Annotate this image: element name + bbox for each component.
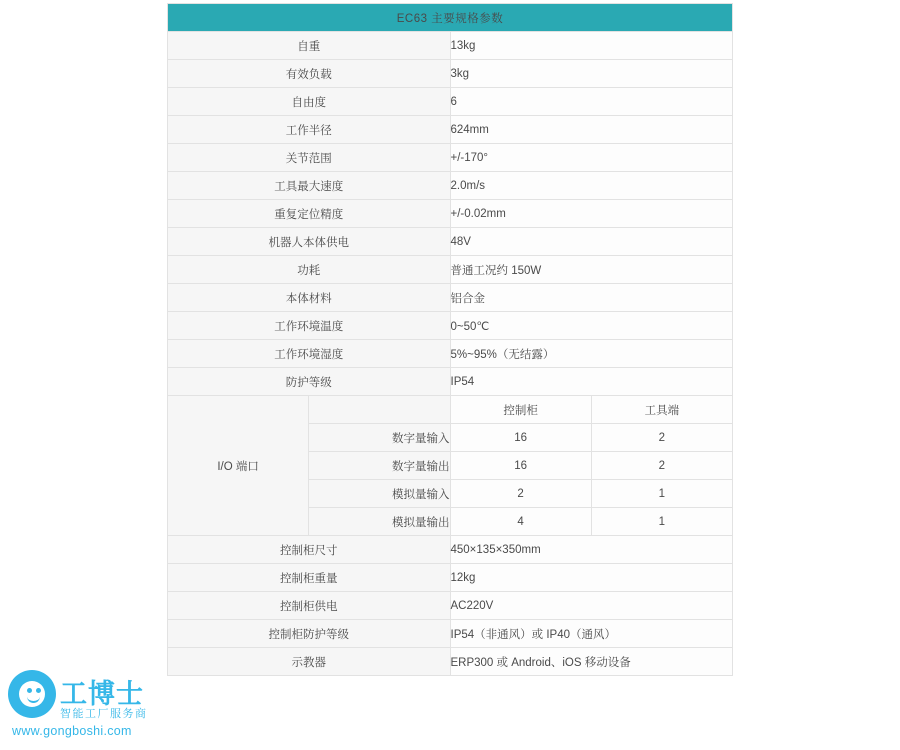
watermark-logo bbox=[8, 668, 168, 742]
row-value: 450×135×350mm bbox=[450, 536, 733, 564]
row-label: 防护等级 bbox=[168, 368, 451, 396]
io-row-label: 数字量输出 bbox=[309, 452, 450, 480]
table-row bbox=[168, 592, 733, 620]
table-row bbox=[168, 200, 733, 228]
row-value: ERP300 或 Android、iOS 移动设备 bbox=[450, 648, 733, 676]
row-value: 普通工况约 150W bbox=[450, 256, 733, 284]
io-row-label: 模拟量输出 bbox=[309, 508, 450, 536]
row-value: IP54（非通风）或 IP40（通风） bbox=[450, 620, 733, 648]
row-value: 48V bbox=[450, 228, 733, 256]
row-value: 2.0m/s bbox=[450, 172, 733, 200]
table-row bbox=[168, 368, 733, 396]
io-cabinet-value: 16 bbox=[450, 424, 591, 452]
table-row bbox=[168, 172, 733, 200]
table-row bbox=[168, 256, 733, 284]
row-value: AC220V bbox=[450, 592, 733, 620]
row-label: 控制柜供电 bbox=[168, 592, 451, 620]
io-header-row bbox=[168, 396, 733, 424]
io-section-label: I/O 端口 bbox=[168, 396, 309, 536]
logo-tagline: 智能工厂服务商 bbox=[60, 708, 148, 720]
io-row-label: 数字量输入 bbox=[309, 424, 450, 452]
table-row bbox=[168, 648, 733, 676]
row-value: 6 bbox=[450, 88, 733, 116]
row-label: 关节范围 bbox=[168, 144, 451, 172]
table-row bbox=[168, 88, 733, 116]
table-row bbox=[168, 284, 733, 312]
table-row bbox=[168, 144, 733, 172]
table-row bbox=[168, 228, 733, 256]
row-value: 12kg bbox=[450, 564, 733, 592]
table-row bbox=[168, 564, 733, 592]
table-row bbox=[168, 620, 733, 648]
spec-table-container bbox=[167, 3, 733, 676]
io-sub-blank bbox=[309, 396, 450, 424]
io-tool-value: 1 bbox=[591, 480, 732, 508]
row-label: 自由度 bbox=[168, 88, 451, 116]
logo-name: 工博士 bbox=[60, 679, 144, 709]
row-value: 13kg bbox=[450, 32, 733, 60]
io-cabinet-value: 2 bbox=[450, 480, 591, 508]
row-label: 控制柜尺寸 bbox=[168, 536, 451, 564]
io-row-label: 模拟量输入 bbox=[309, 480, 450, 508]
row-label: 工作环境湿度 bbox=[168, 340, 451, 368]
row-label: 工具最大速度 bbox=[168, 172, 451, 200]
spec-table bbox=[167, 3, 733, 676]
io-column-tool: 工具端 bbox=[591, 396, 732, 424]
row-label: 工作半径 bbox=[168, 116, 451, 144]
table-row bbox=[168, 312, 733, 340]
row-value: +/-170° bbox=[450, 144, 733, 172]
row-label: 机器人本体供电 bbox=[168, 228, 451, 256]
io-column-cabinet: 控制柜 bbox=[450, 396, 591, 424]
row-value: 0~50℃ bbox=[450, 312, 733, 340]
table-row bbox=[168, 340, 733, 368]
logo-eye-left-icon bbox=[27, 688, 32, 693]
table-title-row bbox=[168, 4, 733, 32]
row-label: 重复定位精度 bbox=[168, 200, 451, 228]
row-label: 控制柜防护等级 bbox=[168, 620, 451, 648]
row-label: 功耗 bbox=[168, 256, 451, 284]
row-value: 3kg bbox=[450, 60, 733, 88]
row-label: 有效负载 bbox=[168, 60, 451, 88]
row-label: 控制柜重量 bbox=[168, 564, 451, 592]
row-label: 工作环境温度 bbox=[168, 312, 451, 340]
io-tool-value: 1 bbox=[591, 508, 732, 536]
io-tool-value: 2 bbox=[591, 452, 732, 480]
row-value: 铝合金 bbox=[450, 284, 733, 312]
page-title: EC63 主要规格参数 bbox=[168, 4, 733, 32]
io-cabinet-value: 4 bbox=[450, 508, 591, 536]
row-value: 5%~95%（无结露） bbox=[450, 340, 733, 368]
logo-eye-right-icon bbox=[36, 688, 41, 693]
row-label: 示教器 bbox=[168, 648, 451, 676]
io-tool-value: 2 bbox=[591, 424, 732, 452]
table-row bbox=[168, 536, 733, 564]
row-value: +/-0.02mm bbox=[450, 200, 733, 228]
table-row bbox=[168, 116, 733, 144]
row-label: 自重 bbox=[168, 32, 451, 60]
table-row bbox=[168, 60, 733, 88]
table-row bbox=[168, 32, 733, 60]
logo-url: www.gongboshi.com bbox=[12, 724, 132, 738]
row-value: 624mm bbox=[450, 116, 733, 144]
row-value: IP54 bbox=[450, 368, 733, 396]
row-label: 本体材料 bbox=[168, 284, 451, 312]
io-cabinet-value: 16 bbox=[450, 452, 591, 480]
